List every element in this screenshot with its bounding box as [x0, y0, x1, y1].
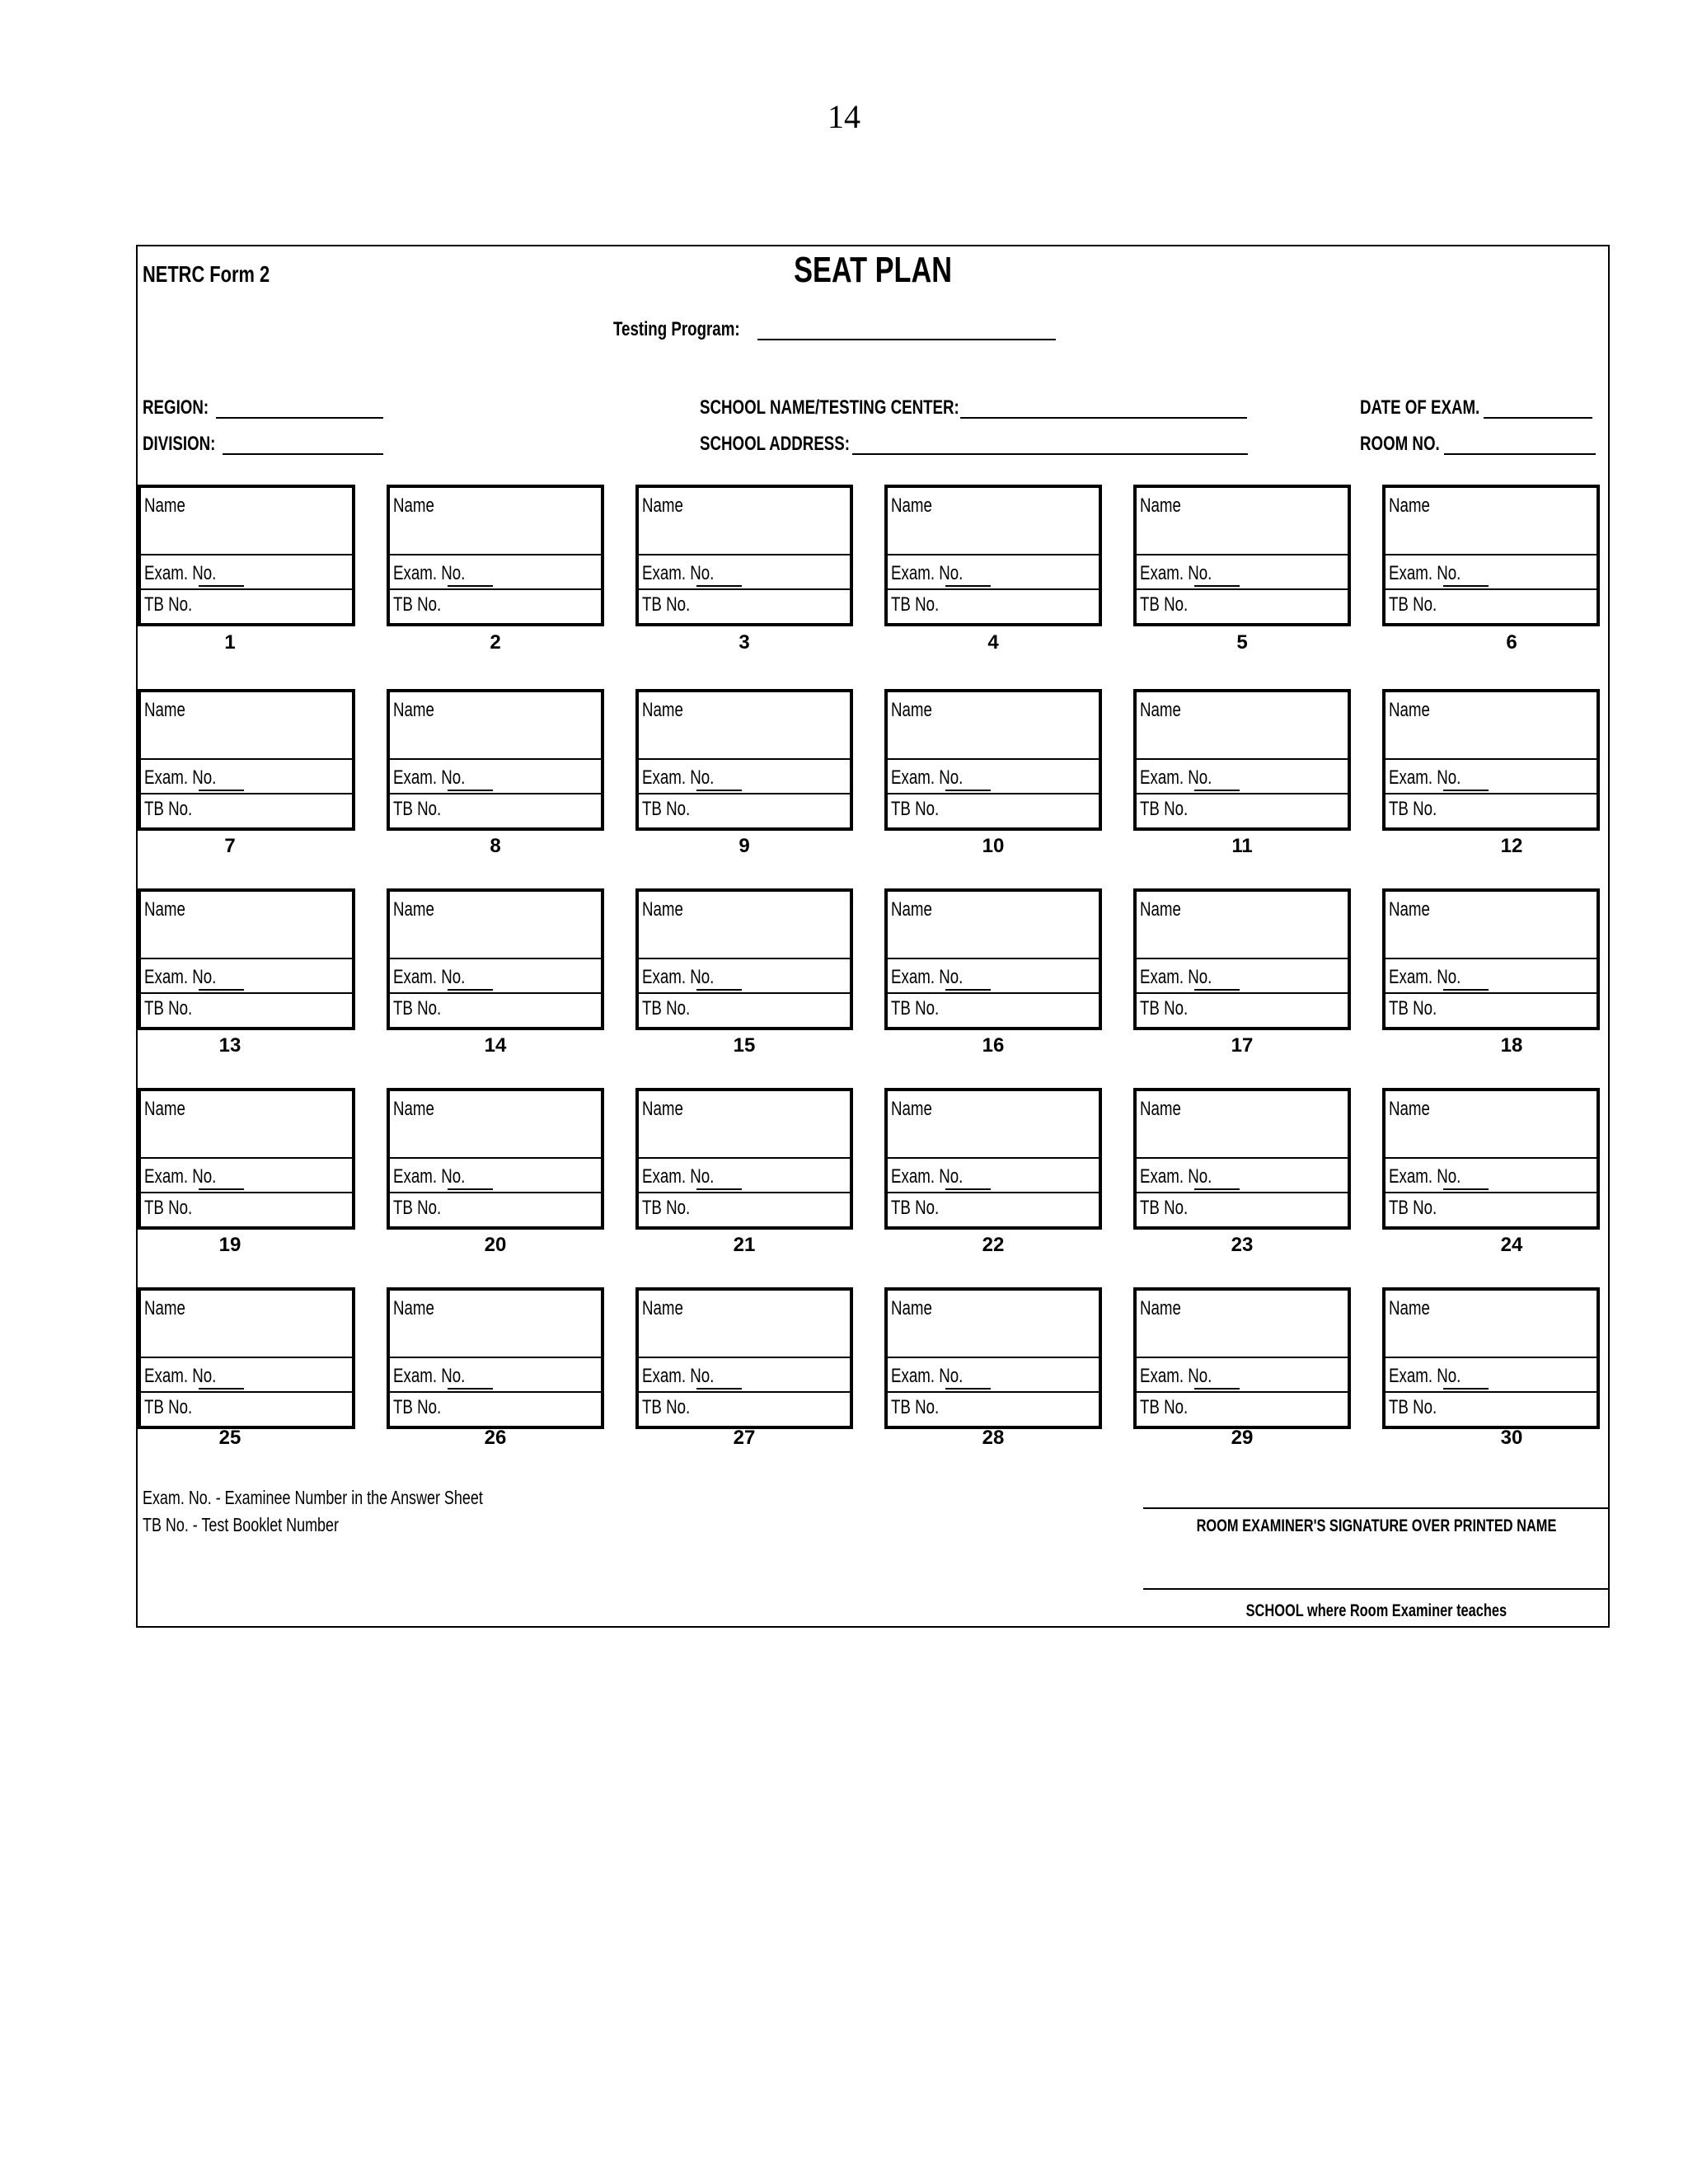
seat-number: 1 — [224, 631, 236, 654]
examiner-signature-line[interactable] — [1143, 1507, 1610, 1509]
exam-no-field[interactable] — [1386, 1357, 1597, 1393]
exam-no-underline — [696, 1188, 742, 1190]
name-label: Name — [1389, 1297, 1430, 1319]
name-field[interactable] — [639, 692, 850, 760]
tb-no-label: TB No. — [642, 798, 691, 820]
seat-number: 24 — [1500, 1234, 1523, 1256]
exam-no-field[interactable] — [639, 1357, 850, 1393]
name-field[interactable] — [1386, 1091, 1597, 1159]
exam-no-label: Exam. No. — [891, 562, 964, 584]
seat-number: 11 — [1231, 835, 1253, 857]
exam-no-label: Exam. No. — [891, 766, 964, 789]
tb-no-label: TB No. — [642, 997, 691, 1019]
seat-number: 20 — [484, 1234, 507, 1256]
division-label: DIVISION: — [143, 433, 216, 455]
name-label: Name — [1389, 1098, 1430, 1120]
testing-program-label: Testing Program: — [613, 318, 740, 340]
seat-number: 4 — [987, 631, 999, 654]
tb-no-label: TB No. — [891, 997, 940, 1019]
tb-no-field[interactable] — [390, 588, 601, 623]
exam-no-underline — [1443, 989, 1489, 991]
seat-number: 9 — [738, 835, 750, 857]
exam-no-field[interactable] — [141, 554, 352, 590]
name-field[interactable] — [141, 488, 352, 555]
exam-no-label: Exam. No. — [144, 562, 217, 584]
name-field[interactable] — [639, 488, 850, 555]
tb-no-label: TB No. — [1389, 593, 1437, 616]
seat-cell — [1133, 1088, 1351, 1230]
seat-cell — [635, 1287, 853, 1429]
seat-cell — [635, 1088, 853, 1230]
name-field[interactable] — [390, 1091, 601, 1159]
school-address-field[interactable] — [852, 453, 1248, 455]
tb-no-label: TB No. — [393, 1396, 442, 1418]
name-field[interactable] — [888, 488, 1099, 555]
exam-no-underline — [1443, 585, 1489, 587]
exam-no-field[interactable] — [639, 554, 850, 590]
exam-no-label: Exam. No. — [393, 1165, 466, 1188]
exam-no-underline — [199, 1188, 244, 1190]
tb-no-field[interactable] — [639, 1391, 850, 1426]
name-label: Name — [891, 1098, 932, 1120]
seat-number: 28 — [982, 1427, 1005, 1449]
tb-no-label: TB No. — [1389, 798, 1437, 820]
name-label: Name — [1389, 699, 1430, 721]
seat-cell — [884, 1287, 1102, 1429]
tb-no-label: TB No. — [891, 798, 940, 820]
school-address-label: SCHOOL ADDRESS: — [700, 433, 851, 455]
exam-no-field[interactable] — [639, 958, 850, 994]
tb-no-field[interactable] — [888, 992, 1099, 1027]
tb-no-field[interactable] — [390, 793, 601, 827]
name-field[interactable] — [888, 1291, 1099, 1358]
seat-cell — [138, 1287, 355, 1429]
seat-cell — [1133, 485, 1351, 626]
exam-no-underline — [448, 790, 493, 791]
tb-no-label: TB No. — [1389, 1197, 1437, 1219]
tb-no-label: TB No. — [891, 593, 940, 616]
tb-no-field[interactable] — [1137, 1192, 1348, 1226]
seat-cell — [1382, 1088, 1600, 1230]
exam-no-underline — [448, 1188, 493, 1190]
name-label: Name — [891, 1297, 932, 1319]
exam-no-label: Exam. No. — [1389, 562, 1461, 584]
seat-cell — [635, 485, 853, 626]
seat-number: 30 — [1500, 1427, 1523, 1449]
exam-no-field[interactable] — [141, 1357, 352, 1393]
seat-cell — [138, 888, 355, 1030]
exam-no-underline — [199, 989, 244, 991]
name-field[interactable] — [1137, 1291, 1348, 1358]
seat-cell — [1133, 888, 1351, 1030]
date-of-exam-field[interactable] — [1484, 417, 1592, 419]
seat-cell — [1133, 1287, 1351, 1429]
testing-program-field[interactable] — [757, 339, 1056, 340]
exam-no-label: Exam. No. — [144, 1165, 217, 1188]
tb-no-label: TB No. — [1140, 997, 1189, 1019]
room-no-field[interactable] — [1444, 453, 1596, 455]
exam-no-label: Exam. No. — [642, 1365, 715, 1387]
exam-no-field[interactable] — [1386, 554, 1597, 590]
name-label: Name — [393, 699, 434, 721]
exam-no-field[interactable] — [141, 1157, 352, 1193]
exam-no-field[interactable] — [639, 758, 850, 794]
tb-no-field[interactable] — [1386, 588, 1597, 623]
seat-cell — [387, 888, 604, 1030]
legend-tb-no: TB No. - Test Booklet Number — [143, 1514, 339, 1535]
exam-no-field[interactable] — [888, 1157, 1099, 1193]
seat-cell — [387, 1088, 604, 1230]
name-field[interactable] — [1137, 1091, 1348, 1159]
seat-cell — [138, 689, 355, 831]
seat-cell — [884, 888, 1102, 1030]
exam-no-underline — [1443, 1188, 1489, 1190]
exam-no-field[interactable] — [141, 958, 352, 994]
exam-no-underline — [945, 585, 991, 587]
exam-no-label: Exam. No. — [393, 966, 466, 988]
exam-no-underline — [1194, 790, 1240, 791]
name-label: Name — [642, 494, 683, 517]
exam-no-field[interactable] — [390, 554, 601, 590]
exam-no-underline — [945, 790, 991, 791]
seat-cell — [387, 485, 604, 626]
form-title: SEAT PLAN — [794, 250, 952, 290]
examiner-signature-caption: ROOM EXAMINER'S SIGNATURE OVER PRINTED NAME — [1196, 1516, 1557, 1535]
name-field[interactable] — [888, 1091, 1099, 1159]
seat-plan-form — [136, 245, 1610, 1628]
tb-no-field[interactable] — [390, 1192, 601, 1226]
exam-no-underline — [199, 1388, 244, 1390]
exam-no-label: Exam. No. — [144, 966, 217, 988]
exam-no-underline — [696, 1388, 742, 1390]
seat-cell — [138, 1088, 355, 1230]
name-label: Name — [1389, 898, 1430, 921]
region-label: REGION: — [143, 396, 209, 419]
name-field[interactable] — [390, 892, 601, 959]
seat-number: 27 — [733, 1427, 756, 1449]
exam-no-underline — [448, 585, 493, 587]
seat-cell — [1382, 689, 1600, 831]
exam-no-field[interactable] — [390, 758, 601, 794]
exam-no-underline — [1443, 1388, 1489, 1390]
exam-no-underline — [1194, 1388, 1240, 1390]
name-label: Name — [1389, 494, 1430, 517]
name-label: Name — [1140, 494, 1181, 517]
tb-no-field[interactable] — [888, 1192, 1099, 1226]
name-label: Name — [642, 1098, 683, 1120]
seat-cell — [1382, 1287, 1600, 1429]
exam-no-underline — [199, 790, 244, 791]
name-label: Name — [1140, 1297, 1181, 1319]
exam-no-field[interactable] — [1386, 758, 1597, 794]
name-field[interactable] — [141, 692, 352, 760]
tb-no-field[interactable] — [639, 1192, 850, 1226]
name-label: Name — [642, 699, 683, 721]
exam-no-underline — [696, 585, 742, 587]
exam-no-underline — [1443, 790, 1489, 791]
date-of-exam-label: DATE OF EXAM. — [1360, 396, 1480, 419]
tb-no-label: TB No. — [1140, 798, 1189, 820]
tb-no-field[interactable] — [1137, 588, 1348, 623]
name-field[interactable] — [639, 1291, 850, 1358]
exam-no-underline — [199, 585, 244, 587]
exam-no-label: Exam. No. — [642, 562, 715, 584]
tb-no-field[interactable] — [1137, 1391, 1348, 1426]
name-field[interactable] — [888, 692, 1099, 760]
tb-no-field[interactable] — [1386, 793, 1597, 827]
page-number: 14 — [828, 98, 860, 135]
name-label: Name — [393, 1098, 434, 1120]
seat-number: 26 — [484, 1427, 507, 1449]
tb-no-field[interactable] — [1137, 793, 1348, 827]
exam-no-field[interactable] — [141, 758, 352, 794]
exam-no-label: Exam. No. — [144, 1365, 217, 1387]
name-field[interactable] — [1386, 892, 1597, 959]
name-field[interactable] — [888, 892, 1099, 959]
name-field[interactable] — [390, 692, 601, 760]
seat-cell — [387, 1287, 604, 1429]
school-name-field[interactable] — [960, 417, 1247, 419]
name-field[interactable] — [141, 1291, 352, 1358]
name-label: Name — [891, 494, 932, 517]
seat-number: 8 — [490, 835, 501, 857]
exam-no-field[interactable] — [1386, 958, 1597, 994]
exam-no-underline — [1194, 989, 1240, 991]
exam-no-field[interactable] — [1137, 758, 1348, 794]
name-label: Name — [1140, 898, 1181, 921]
exam-no-label: Exam. No. — [642, 966, 715, 988]
seat-number: 15 — [733, 1034, 756, 1057]
tb-no-field[interactable] — [141, 1192, 352, 1226]
seat-number: 23 — [1231, 1234, 1254, 1256]
tb-no-label: TB No. — [393, 798, 442, 820]
seat-number: 22 — [982, 1234, 1005, 1256]
seat-number: 13 — [218, 1034, 241, 1057]
exam-no-field[interactable] — [1386, 1157, 1597, 1193]
tb-no-field[interactable] — [1386, 1391, 1597, 1426]
name-field[interactable] — [1137, 488, 1348, 555]
seat-cell — [138, 485, 355, 626]
exam-no-field[interactable] — [1137, 1357, 1348, 1393]
school-signature-line[interactable] — [1143, 1588, 1610, 1590]
exam-no-label: Exam. No. — [393, 766, 466, 789]
tb-no-label: TB No. — [642, 1197, 691, 1219]
exam-no-label: Exam. No. — [1389, 766, 1461, 789]
seat-cell — [635, 888, 853, 1030]
exam-no-field[interactable] — [888, 554, 1099, 590]
seat-cell — [635, 689, 853, 831]
exam-no-label: Exam. No. — [642, 766, 715, 789]
name-field[interactable] — [639, 1091, 850, 1159]
exam-no-underline — [945, 1388, 991, 1390]
tb-no-field[interactable] — [390, 992, 601, 1027]
seat-number: 29 — [1231, 1427, 1254, 1449]
exam-no-underline — [696, 790, 742, 791]
tb-no-label: TB No. — [1140, 593, 1189, 616]
seat-number: 21 — [733, 1234, 756, 1256]
name-label: Name — [393, 898, 434, 921]
tb-no-field[interactable] — [639, 588, 850, 623]
exam-no-label: Exam. No. — [1389, 1165, 1461, 1188]
seat-number: 12 — [1500, 835, 1523, 857]
name-label: Name — [144, 1297, 185, 1319]
name-label: Name — [144, 699, 185, 721]
tb-no-field[interactable] — [141, 992, 352, 1027]
name-label: Name — [393, 1297, 434, 1319]
name-label: Name — [1140, 1098, 1181, 1120]
tb-no-label: TB No. — [393, 1197, 442, 1219]
seat-number: 17 — [1231, 1034, 1254, 1057]
exam-no-field[interactable] — [1137, 1157, 1348, 1193]
tb-no-label: TB No. — [144, 593, 193, 616]
seat-number: 14 — [484, 1034, 507, 1057]
exam-no-label: Exam. No. — [891, 966, 964, 988]
name-label: Name — [891, 699, 932, 721]
exam-no-underline — [1194, 585, 1240, 587]
exam-no-label: Exam. No. — [1140, 1165, 1212, 1188]
seat-number: 6 — [1506, 631, 1517, 654]
seat-cell — [884, 689, 1102, 831]
exam-no-underline — [945, 989, 991, 991]
tb-no-label: TB No. — [144, 798, 193, 820]
exam-no-field[interactable] — [888, 758, 1099, 794]
exam-no-underline — [945, 1188, 991, 1190]
exam-no-label: Exam. No. — [891, 1165, 964, 1188]
name-field[interactable] — [1386, 1291, 1597, 1358]
seat-cell — [1382, 485, 1600, 626]
tb-no-label: TB No. — [393, 997, 442, 1019]
tb-no-label: TB No. — [642, 593, 691, 616]
seat-cell — [1382, 888, 1600, 1030]
name-label: Name — [393, 494, 434, 517]
name-field[interactable] — [1137, 692, 1348, 760]
tb-no-label: TB No. — [891, 1197, 940, 1219]
name-label: Name — [642, 1297, 683, 1319]
exam-no-underline — [696, 989, 742, 991]
seat-number: 16 — [982, 1034, 1005, 1057]
seat-cell — [387, 689, 604, 831]
name-field[interactable] — [141, 1091, 352, 1159]
name-label: Name — [1140, 699, 1181, 721]
exam-no-label: Exam. No. — [891, 1365, 964, 1387]
tb-no-label: TB No. — [144, 1396, 193, 1418]
seat-number: 7 — [224, 835, 236, 857]
seat-number: 18 — [1500, 1034, 1523, 1057]
tb-no-field[interactable] — [1386, 992, 1597, 1027]
tb-no-field[interactable] — [390, 1391, 601, 1426]
tb-no-label: TB No. — [1140, 1396, 1189, 1418]
seat-number: 25 — [218, 1427, 241, 1449]
tb-no-label: TB No. — [1389, 997, 1437, 1019]
seat-number: 2 — [490, 631, 501, 654]
exam-no-field[interactable] — [639, 1157, 850, 1193]
name-field[interactable] — [1386, 488, 1597, 555]
division-field[interactable] — [223, 453, 383, 455]
tb-no-field[interactable] — [639, 992, 850, 1027]
tb-no-field[interactable] — [1137, 992, 1348, 1027]
tb-no-field[interactable] — [888, 588, 1099, 623]
exam-no-label: Exam. No. — [1389, 966, 1461, 988]
tb-no-label: TB No. — [144, 1197, 193, 1219]
seat-cell — [884, 1088, 1102, 1230]
name-field[interactable] — [1386, 692, 1597, 760]
seat-number: 5 — [1236, 631, 1248, 654]
exam-no-field[interactable] — [390, 1157, 601, 1193]
exam-no-label: Exam. No. — [393, 1365, 466, 1387]
exam-no-field[interactable] — [390, 1357, 601, 1393]
tb-no-field[interactable] — [141, 793, 352, 827]
seat-number: 10 — [982, 835, 1005, 857]
exam-no-field[interactable] — [1137, 958, 1348, 994]
exam-no-label: Exam. No. — [1140, 562, 1212, 584]
legend-exam-no: Exam. No. - Examinee Number in the Answer Sheet — [143, 1487, 483, 1508]
exam-no-label: Exam. No. — [1140, 1365, 1212, 1387]
tb-no-field[interactable] — [639, 793, 850, 827]
tb-no-field[interactable] — [141, 588, 352, 623]
tb-no-field[interactable] — [1386, 1192, 1597, 1226]
name-label: Name — [891, 898, 932, 921]
exam-no-field[interactable] — [888, 958, 1099, 994]
school-caption: SCHOOL where Room Examiner teaches — [1245, 1601, 1507, 1620]
exam-no-underline — [1194, 1188, 1240, 1190]
exam-no-label: Exam. No. — [1140, 966, 1212, 988]
name-label: Name — [144, 898, 185, 921]
exam-no-label: Exam. No. — [144, 766, 217, 789]
name-field[interactable] — [639, 892, 850, 959]
exam-no-field[interactable] — [888, 1357, 1099, 1393]
name-label: Name — [144, 1098, 185, 1120]
exam-no-field[interactable] — [1137, 554, 1348, 590]
tb-no-label: TB No. — [891, 1396, 940, 1418]
seat-cell — [884, 485, 1102, 626]
exam-no-underline — [448, 1388, 493, 1390]
region-field[interactable] — [216, 417, 383, 419]
exam-no-label: Exam. No. — [1389, 1365, 1461, 1387]
room-no-label: ROOM NO. — [1360, 433, 1440, 455]
exam-no-label: Exam. No. — [393, 562, 466, 584]
name-field[interactable] — [141, 892, 352, 959]
exam-no-underline — [448, 989, 493, 991]
school-name-label: SCHOOL NAME/TESTING CENTER: — [700, 396, 959, 419]
seat-number: 3 — [738, 631, 750, 654]
name-field[interactable] — [390, 488, 601, 555]
tb-no-label: TB No. — [1140, 1197, 1189, 1219]
name-label: Name — [144, 494, 185, 517]
tb-no-label: TB No. — [393, 593, 442, 616]
tb-no-label: TB No. — [1389, 1396, 1437, 1418]
tb-no-field[interactable] — [888, 793, 1099, 827]
tb-no-field[interactable] — [141, 1391, 352, 1426]
exam-no-field[interactable] — [390, 958, 601, 994]
form-id: NETRC Form 2 — [143, 261, 270, 287]
seat-number: 19 — [218, 1234, 241, 1256]
name-field[interactable] — [1137, 892, 1348, 959]
seat-cell — [1133, 689, 1351, 831]
exam-no-label: Exam. No. — [1140, 766, 1212, 789]
name-label: Name — [642, 898, 683, 921]
tb-no-label: TB No. — [144, 997, 193, 1019]
tb-no-label: TB No. — [642, 1396, 691, 1418]
exam-no-label: Exam. No. — [642, 1165, 715, 1188]
tb-no-field[interactable] — [888, 1391, 1099, 1426]
name-field[interactable] — [390, 1291, 601, 1358]
